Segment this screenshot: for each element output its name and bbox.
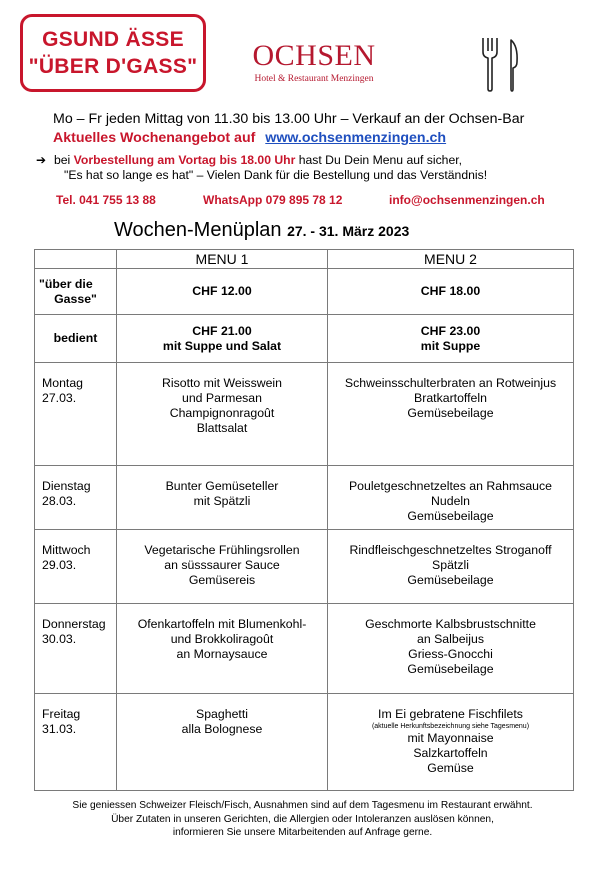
offer-label: Aktuelles Wochenangebot auf [53,130,256,146]
dish-line: mit Spätzli [193,494,251,508]
dish-line: und Parmesan [182,391,262,405]
right-arrow-icon: ➔ [36,153,47,167]
price-label-served: bedient [35,315,117,363]
preorder-prefix: bei [54,153,71,167]
table-row [35,604,574,694]
dish-line: an süsssaurer Sauce [164,558,280,572]
menu1-dish [117,363,328,466]
logo-name: OCHSEN [252,39,376,72]
dish-line: Gemüse [427,761,474,775]
price-note: mit Suppe [420,338,481,353]
day-date: 27.03. [42,391,77,405]
day-date: 31.03. [42,722,77,736]
day-name: Dienstag [42,479,91,493]
weekly-offer-line [53,129,446,147]
day-cell [35,694,117,791]
dish-line: Vegetarische Frühlingsrollen [144,543,300,557]
menu1-dish [117,530,328,604]
table-row [35,466,574,530]
dish-line: Bunter Gemüseteller [165,479,279,493]
dish-line: Gemüsebeilage [407,573,494,587]
dish-line: Spätzli [432,558,469,572]
day-name: Mittwoch [42,543,91,557]
menu1-dish [117,694,328,791]
footer-line: informieren Sie unsere Mitarbeitenden auf Anfrage gerne. [172,827,433,838]
menu1-dish [117,466,328,530]
day-cell [35,604,117,694]
dish-line: Griess-Gnocchi [408,647,493,661]
dish-line: mit Mayonnaise [407,731,494,745]
menu2-dish [328,530,574,604]
email-address[interactable]: info@ochsenmenzingen.ch [389,193,545,207]
dish-line: und Brokkoliragoût [170,632,274,646]
table-header-row [35,250,574,269]
dish-line: Bratkartoffeln [414,391,487,405]
dish-line: Gemüsebeilage [407,509,494,523]
footer-note [0,799,605,840]
dish-line: Pouletgeschnetzeltes an Rahmsauce [348,479,553,493]
ochsen-logo [246,40,382,85]
price-label-line: "über die [39,276,93,291]
price-row-takeaway [35,269,574,315]
dish-line: Rindfleischgeschnetzeltes Stroganoff [349,543,552,557]
day-name: Freitag [42,707,81,721]
price-menu2-takeaway: CHF 18.00 [328,269,574,315]
thanks-note: "Es hat so lange es hat" – Vielen Dank für die Bestellung und das Verständnis! [64,168,488,182]
preorder-note [54,152,462,168]
menu-table [34,249,574,791]
opening-hours: Mo – Fr jeden Mittag von 11.30 bis 13.00 Uhr – Verkauf an der Ochsen-Bar [53,111,525,127]
dish-line: Gemüsebeilage [407,662,494,676]
price-note: mit Suppe und Salat [162,338,282,353]
day-date: 29.03. [42,558,77,572]
dish-line: alla Bolognese [181,722,263,736]
dish-line: Risotto mit Weisswein [161,376,283,390]
whatsapp-number[interactable]: WhatsApp 079 895 78 12 [203,193,343,207]
menu1-dish [117,604,328,694]
dish-line: Geschmorte Kalbsbrustschnitte [365,617,536,631]
day-cell [35,466,117,530]
dish-line: an Salbeijus [417,632,484,646]
price-label-line: Gasse" [54,291,97,306]
header-menu1: MENU 1 [117,250,328,269]
footer-line: Über Zutaten in unseren Gerichten, die Allergien oder Intoleranzen auslösen können, [111,813,494,825]
price-menu1-takeaway: CHF 12.00 [117,269,328,315]
dish-line: Blattsalat [196,421,248,435]
dish-line: Nudeln [431,494,470,508]
price-value: CHF 23.00 [420,323,481,338]
promo-badge [20,14,206,92]
preorder-suffix: hast Du Dein Menu auf sicher, [298,153,463,167]
dish-line: Ofenkartoffeln mit Blumenkohl- [137,617,307,631]
title-text: Wochen-Menüplan [114,219,282,241]
badge-line2: "ÜBER D'GASS" [28,55,198,78]
price-row-served [35,315,574,363]
menu2-dish [328,363,574,466]
price-menu1-served [117,315,328,363]
dish-line: Gemüsereis [188,573,256,587]
logo-subtitle: Hotel & Restaurant Menzingen [254,74,374,84]
title-dates: 27. - 31. März 2023 [287,223,410,239]
badge-line1: GSUND ÄSSE [42,28,184,51]
dish-line: Schweinsschulterbraten an Rotweinjus [344,376,557,390]
day-cell [35,363,117,466]
dish-line: Im Ei gebratene Fischfilets [378,707,523,721]
price-menu2-served [328,315,574,363]
dish-line: Champignonragoût [169,406,275,420]
dish-line: an Mornaysauce [176,647,268,661]
menu2-dish [328,604,574,694]
header-empty-cell [35,250,117,269]
day-name: Montag [42,376,84,390]
footer-line: Sie geniessen Schweizer Fleisch/Fisch, Ausnahmen sind auf dem Tagesmenu im Restaurant erwähnt. [72,800,533,811]
dish-line: Gemüsebeilage [407,406,494,420]
price-value: CHF 21.00 [192,323,252,338]
table-row [35,363,574,466]
day-date: 30.03. [42,632,77,646]
dish-line: Salzkartoffeln [413,746,488,760]
menu2-dish [328,694,574,791]
dish-line: Spaghetti [196,707,248,721]
phone-number[interactable]: Tel. 041 755 13 88 [56,193,156,207]
table-row [35,694,574,791]
fork-knife-icon [480,36,520,92]
price-label-takeaway [35,269,117,315]
header-menu2: MENU 2 [328,250,574,269]
day-date: 28.03. [42,494,77,508]
website-link[interactable]: www.ochsenmenzingen.ch [265,130,447,146]
preorder-highlight: Vorbestellung am Vortag bis 18.00 Uhr [73,153,296,167]
origin-note: (aktuelle Herkunftsbezeichnung siehe Tagesmenu) [371,723,530,730]
day-cell [35,530,117,604]
menu2-dish [328,466,574,530]
page-title [114,217,409,244]
table-row [35,530,574,604]
day-name: Donnerstag [42,617,106,631]
